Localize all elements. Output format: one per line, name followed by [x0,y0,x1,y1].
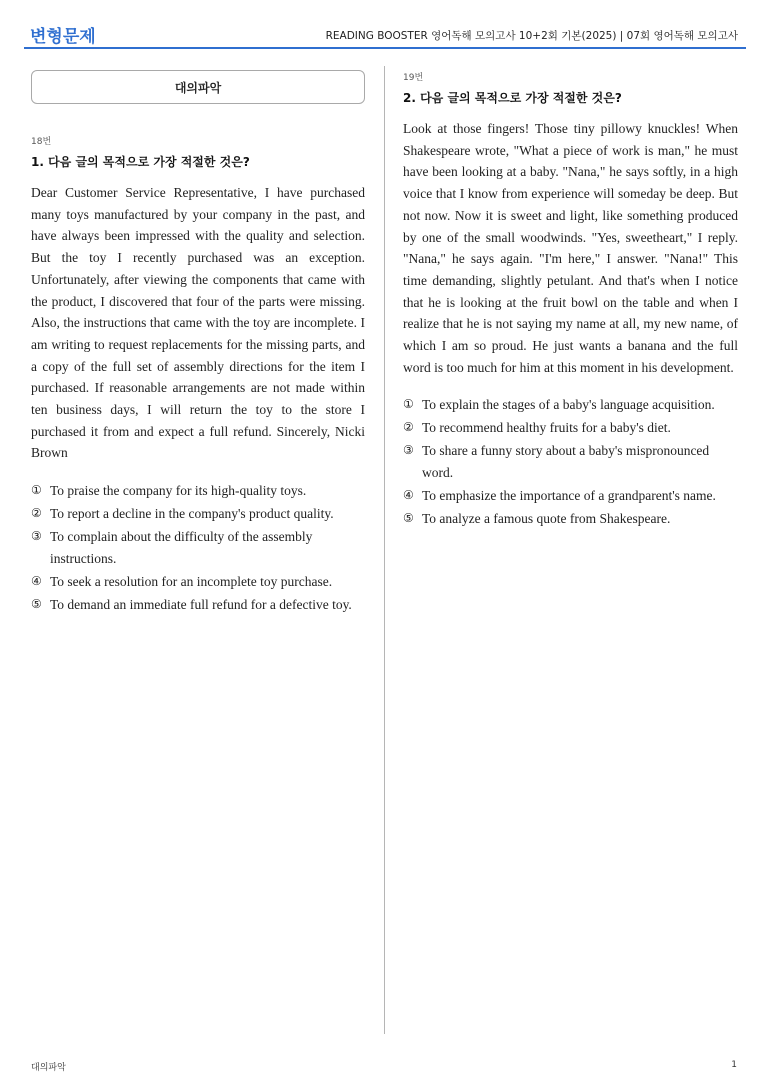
choice-text: To report a decline in the company's product quality. [50,506,334,522]
question-2 [403,70,738,529]
choice-number: ③ [403,443,414,458]
answer-choice-5[interactable] [403,508,738,530]
choice-number: ① [403,397,414,412]
answer-choice-3[interactable] [403,440,738,483]
choice-text: To recommend healthy fruits for a baby's diet. [422,420,671,436]
choice-text: To seek a resolution for an incomplete toy purchase. [50,573,333,589]
question-prompt: 1. 다음 글의 목적으로 가장 적절한 것은? [31,155,250,169]
answer-choices [31,480,365,615]
choice-number: ④ [403,487,414,502]
answer-choice-2[interactable] [31,503,365,525]
section-title: 대의파악 [174,80,222,95]
question-prompt: 2. 다음 글의 목적으로 가장 적절한 것은? [403,91,622,105]
brand-title: 변형문제 [30,27,96,47]
answer-choice-4[interactable] [403,485,738,507]
document-title: READING BOOSTER 영어독해 모의고사 10+2회 기본(2025) | 07회 영어독해 모의고사 [325,30,738,42]
header-divider [24,47,746,49]
choice-number: ③ [31,529,42,544]
answer-choices [403,394,738,529]
choice-text: To demand an immediate full refund for a defective toy. [50,596,352,612]
answer-choice-3[interactable] [31,526,365,569]
question-1 [31,134,365,615]
choice-text: To analyze a famous quote from Shakespeare. [422,510,671,526]
question-passage: Dear Customer Service Representative, I have purchased many toys manufactured by your company in the past, and have always been impressed with the quality and selection. But the toy I recently purchased was an exception. Unfortunately, after viewing the components that came with the product, I discovered that four of the parts were missing. Also, the instructions that came with the toy are incomplete. I am writing to request replacements for the missing parts, and a copy of the full set of assembly directions for the item I purchased. If reasonable arrangements are not made within ten business days, I will return the toy to the store I purchased it from and expect a full refund. Sincerely, Nicki Brown [31,185,365,461]
choice-text: To explain the stages of a baby's language acquisition. [422,397,715,413]
answer-choice-1[interactable] [31,480,365,502]
answer-choice-1[interactable] [403,394,738,416]
choice-text: To emphasize the importance of a grandparent's name. [422,487,716,503]
question-number: 18번 [31,137,52,147]
column-divider [384,66,385,1034]
answer-choice-5[interactable] [31,594,365,616]
choice-text: To share a funny story about a baby's mispronounced word. [422,443,710,480]
question-number: 19번 [403,73,424,83]
page-number: 1 [731,1060,737,1070]
left-column [31,70,365,617]
right-column [403,70,738,531]
answer-choice-2[interactable] [403,417,738,439]
choice-text: To praise the company for its high-quality toys. [50,483,307,499]
choice-number: ⑤ [31,596,42,611]
question-passage: Look at those fingers! Those tiny pillowy knuckles! When Shakespeare wrote, "What a piece of work is man," he must have been looking at a baby. "Nana," he says softly, in a high voice that I know from experience will someday be deep. But not now. Now it is sweet and light, like something produced by one of the small woodwinds. "Yes, sweetheart," I reply. "Nana," he says again. "I'm here," I answer. "Nana!" This time demanding, slightly petulant. And that's when I notice that he is looking at the fruit bowl on the table and when I realize that he is not saying my name at all, my new name, of which I am so proud. He just wants a banana and the full word is too much for him at this moment in his development. [403,121,738,375]
choice-number: ① [31,483,42,498]
choice-number: ② [31,506,42,521]
choice-number: ⑤ [403,510,414,525]
choice-text: To complain about the difficulty of the assembly instructions. [50,529,313,566]
page-header [30,18,746,48]
footer-section-label: 대의파악 [31,1063,66,1073]
section-title-box [31,70,365,104]
answer-choice-4[interactable] [31,571,365,593]
choice-number: ② [403,420,414,435]
choice-number: ④ [31,573,42,588]
